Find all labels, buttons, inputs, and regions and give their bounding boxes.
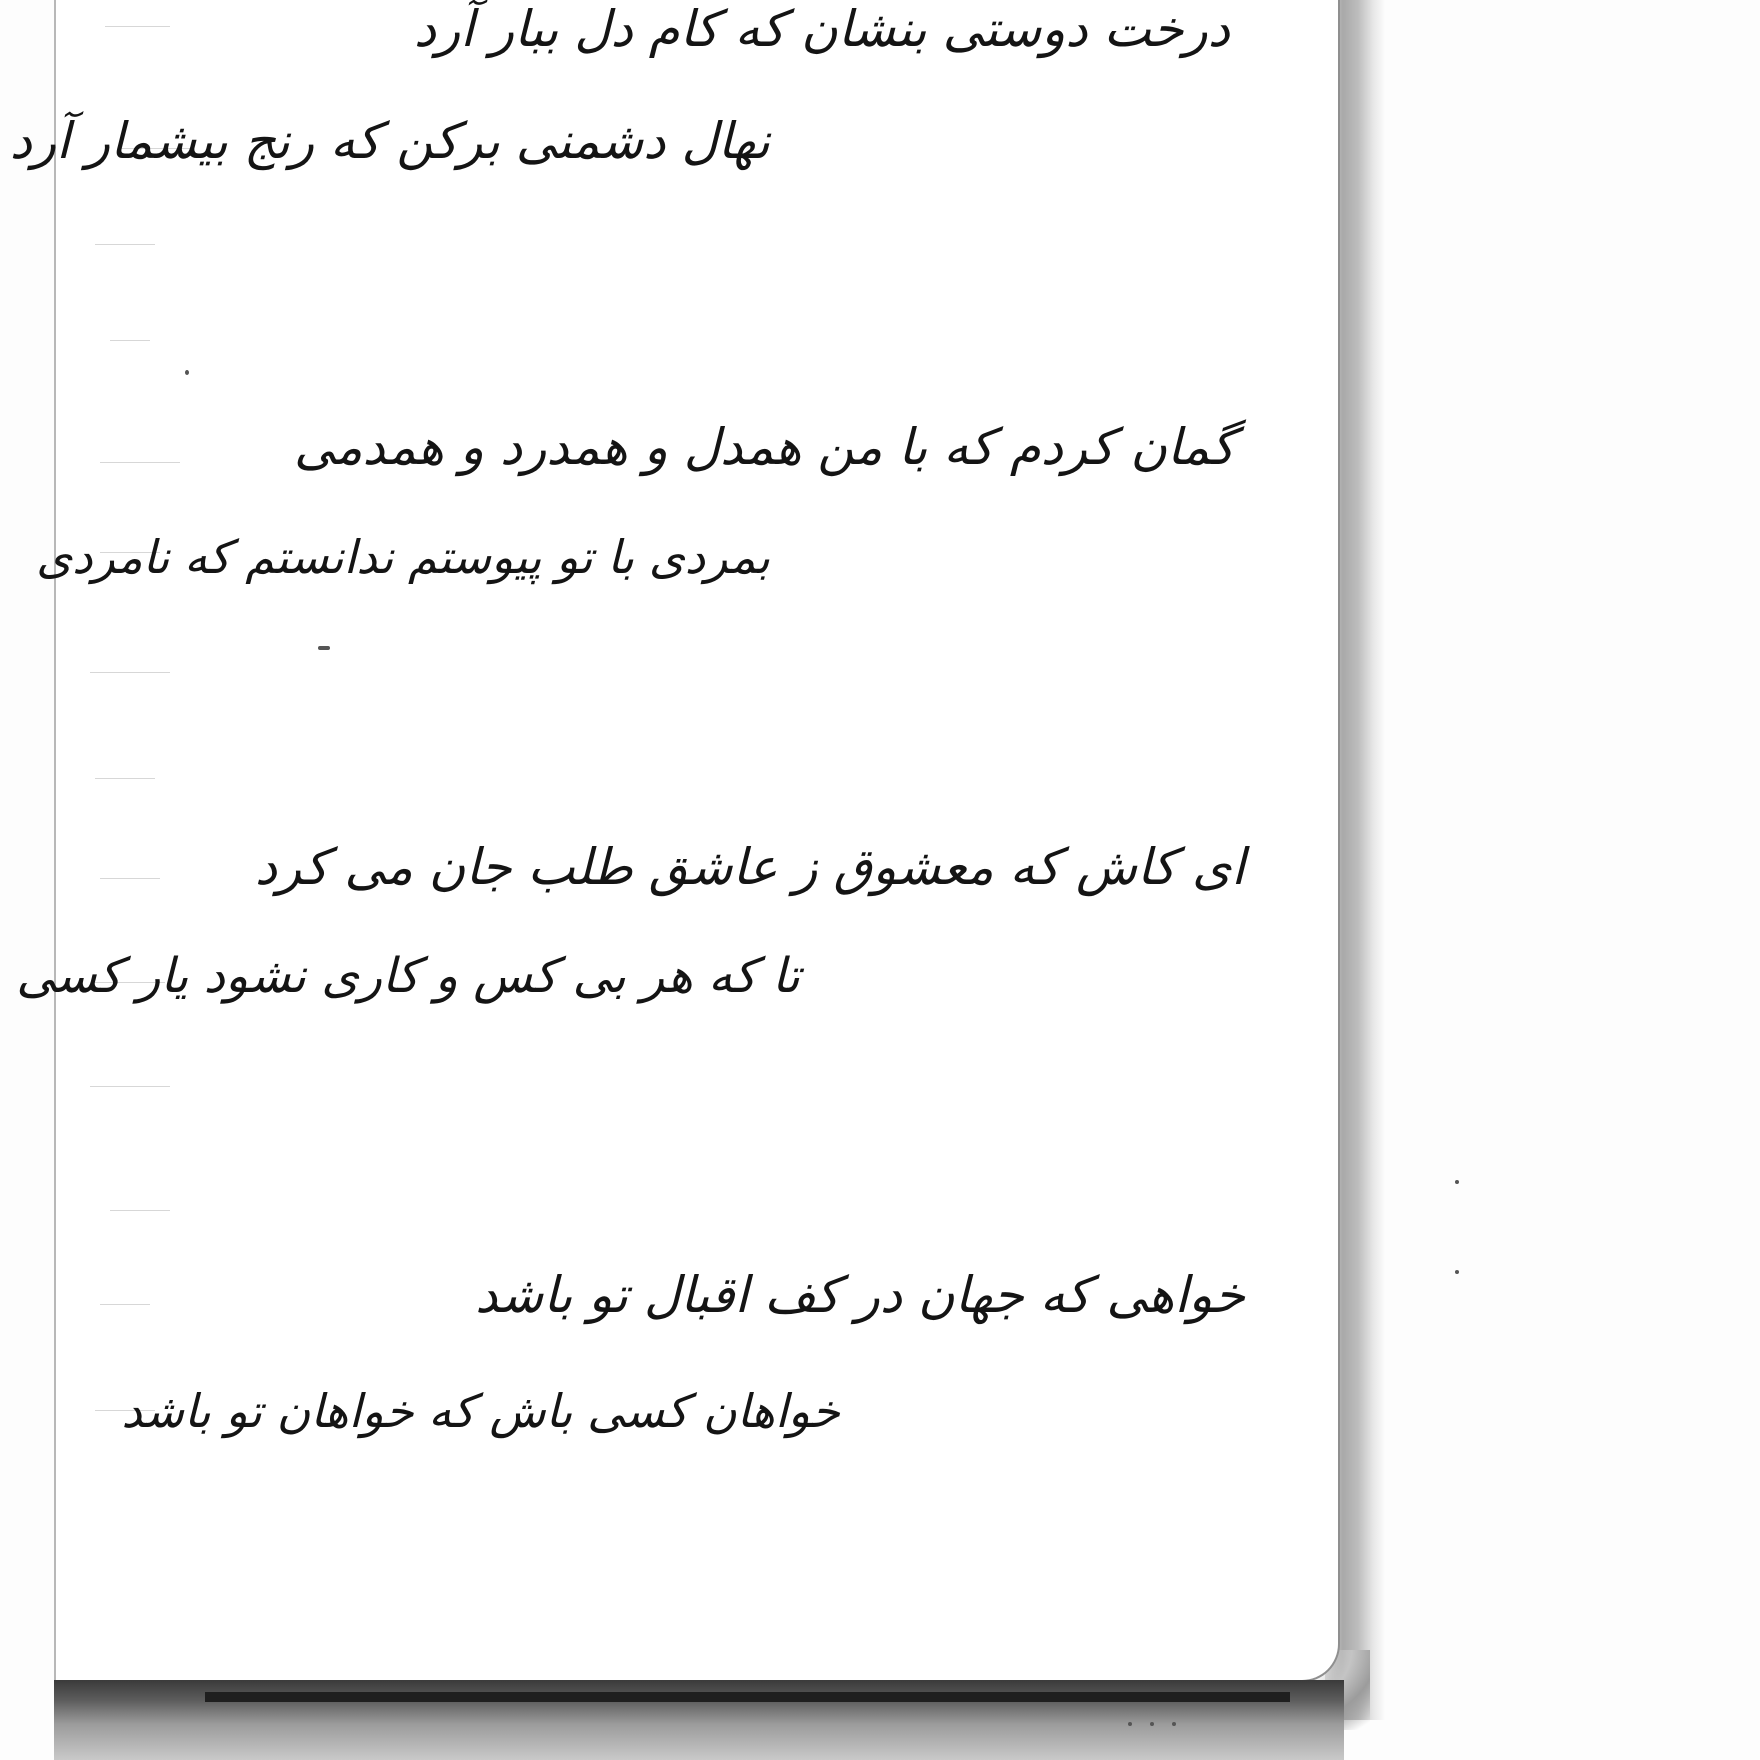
handwritten-line: گمان کردم که با من همدل و همدرد و همدمی <box>294 418 1235 476</box>
speck <box>1455 1180 1459 1184</box>
ink-mark <box>185 370 189 375</box>
ruled-mark <box>100 1304 150 1305</box>
ruled-mark <box>95 244 155 245</box>
ruled-mark <box>110 1210 170 1211</box>
speck <box>1455 1270 1459 1274</box>
ruled-mark <box>105 26 170 27</box>
handwritten-line: نهال دشمنی برکن که رنج بیشمار آرد <box>9 112 770 170</box>
ruled-mark <box>100 462 180 463</box>
notebook-bottom-edge <box>205 1692 1290 1702</box>
handwritten-line: خواهان کسی باش که خواهان تو باشد <box>121 1384 840 1438</box>
speck <box>1172 1722 1176 1726</box>
handwritten-line: بمردی با تو پیوستم ندانستم که نامردی <box>36 530 770 584</box>
ruled-mark <box>100 878 160 879</box>
ruled-mark <box>110 340 150 341</box>
handwritten-line: درخت دوستی بنشان که کام دل ببار آرد <box>413 0 1230 58</box>
speck <box>1150 1722 1154 1726</box>
ink-mark <box>318 646 330 650</box>
handwritten-line: ای کاش که معشوق ز عاشق طلب جان می کرد <box>254 838 1245 896</box>
ruled-mark <box>95 778 155 779</box>
speck <box>1128 1722 1132 1726</box>
ruled-mark <box>90 672 170 673</box>
ruled-mark <box>90 1086 170 1087</box>
handwritten-line: خواهی که جهان در کف اقبال تو باشد <box>475 1266 1245 1324</box>
handwritten-line: تا که هر بی کس و کاری نشود یار کسی <box>16 948 800 1004</box>
